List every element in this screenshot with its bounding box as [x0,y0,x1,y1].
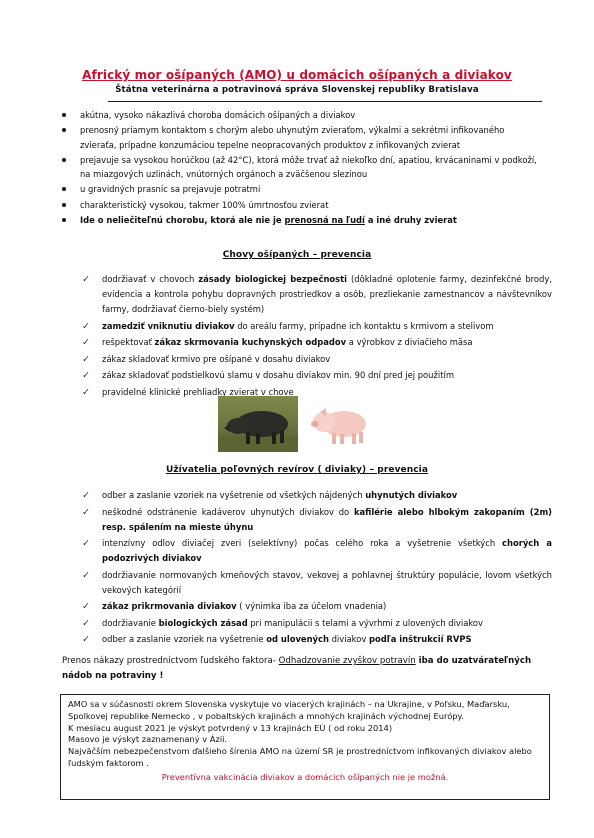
list-item: ✓ zákaz skladovať krmivo pre ošípané v dosahu diviakov [82,353,331,365]
list-item: ✓ odber a zaslanie vzoriek na vyšetrenie od ulovených diviakov podľa inštrukcií RVPS [82,634,472,645]
check-mark-icon: ✓ [82,490,90,501]
info-paragraph: Masovo je výskyt zaznamenaný v Ázii. [68,734,228,745]
list-item: u gravidných prasníc sa prejavuje potratmi [60,182,538,197]
title-divider [108,101,542,102]
bullet-dot-icon [62,158,66,162]
hunting-prevention-list [82,488,552,649]
wild-boar-image [218,396,298,452]
list-item: ✓ pravidelné klinické prehliadky zvierat v chove [82,386,294,398]
info-box [60,694,550,800]
section-heading-farms: Chovy ošípaných – prevencia [222,250,372,260]
list-item: akútna, vysoko nákazlivá choroba domácich ošípaných a diviakov [60,108,538,123]
check-mark-icon: ✓ [82,274,90,285]
list-item: ✓ dodržiavanie normovaných kmeňových stavov, vekovej a pohlavnej štruktúry populácie, lovom všetkých vekových kategórií [82,569,552,595]
section-heading-hunting: Užívatelia poľovných revírov ( diviaky) – prevencia [165,465,429,475]
page-title: Africký mor ošípaných (AMO) u domácich ošípaných a diviakov [82,68,512,82]
domestic-pig-image [304,398,378,450]
farm-prevention-list [82,272,552,401]
facts-list [60,108,538,228]
check-mark-icon: ✓ [82,569,90,581]
human-factor-note: Prenos nákazy prostredníctvom ľudského faktora- Odhadzovanie zvyškov potravín iba do uzatvárateľných nádob na potraviny ! [62,656,532,681]
list-item: ✓ neškodné odstránenie kadáverov uhynutých diviakov do kafilérie alebo hlbokým zakopaním (2m) resp. spálením na mieste úhynu [82,506,552,532]
list-item: ✓ odber a zaslanie vzoriek na vyšetrenie od všetkých nájdených uhynutých diviakov [82,490,458,501]
info-paragraph: AMO sa v súčasnosti okrem Slovenska vyskytuje vo viacerých krajinách – na Ukrajine, v Poľsku, Maďarsku, Spolkovej republike Nemecko , v pobaltských krajinách a mnohých krajinách východnej Európy. [68,699,510,721]
check-mark-icon: ✓ [82,634,90,645]
check-mark-icon: ✓ [82,617,90,629]
check-mark-icon: ✓ [82,538,90,549]
list-item: ✓ rešpektovať zákaz skrmovania kuchynských odpadov a výrobkov z diviačieho mäsa [82,337,473,348]
list-item: ✓ dodržiavanie biologických zásad pri manipulácii s telami a vývrhmi z ulovených diviakov [82,617,483,629]
check-mark-icon: ✓ [82,506,90,518]
bullet-dot-icon [62,128,66,132]
bullet-dot-icon [62,187,66,191]
list-item: ✓ dodržiavať v chovoch zásady biologickej bezpečnosti (dôkladné oplotenie farmy, dezinfekčné brody, evidencia a kontrola pohybu dopravných prostriedkov a osôb, prezliekanie zamestnancov a návštevníkov farmy, dodržiavať čierno-biely systém) [82,274,552,314]
check-mark-icon: ✓ [82,370,90,381]
check-mark-icon: ✓ [82,386,90,398]
list-item: prenosný priamym kontaktom s chorým alebo uhynutým zvieraťom, výkalmi a sekrétmi infikovaného zvieraťa, prípadne konzumáciou tepelne neopracovaných produktov z infikovaných zvierat [60,123,538,152]
list-item: Ide o neliečiteľnú chorobu, ktorá ale nie je prenosná na ľudí a iné druhy zvierat [60,213,538,228]
bullet-dot-icon [62,113,66,117]
list-item: ✓ zamedziť vniknutiu diviakov do areálu farmy, prípadne ich kontaktu s krmivom a stelivom [82,320,494,332]
info-paragraph: K mesiacu august 2021 je výskyt potvrdený v 13 krajinách EÚ ( od roku 2014) [68,722,393,733]
vaccination-warning: Preventívna vakcinácia diviakov a domácich ošípaných nie je možná. [161,771,449,782]
list-item: prejavuje sa vysokou horúčkou (až 42°C), ktorá môže trvať až niekoľko dní, apatiou, krvácaninami v podkoží, na miazgových uzlinách, vnútorných orgánoch a zväčšenou slezinou [60,153,538,182]
info-paragraph: Najväčším nebezpečenstvom ďalšieho šírenia AMO na území SR je prostredníctvom infikovaných diviakov alebo ľudským faktorom . [68,746,532,768]
bullet-dot-icon [62,218,66,222]
bullet-dot-icon [62,203,66,207]
list-item: ✓ zákaz prikrmovania diviakov ( výnimka iba za účelom vnadenia) [82,601,387,612]
check-mark-icon: ✓ [82,337,90,348]
check-mark-icon: ✓ [82,601,90,612]
list-item: ✓ zákaz skladovať podstielkovú slamu v dosahu diviakov min. 90 dní pred jej použitím [82,370,454,381]
list-item: charakteristický vysokou, takmer 100% úmrtnosťou zvierat [60,198,538,213]
list-item: ✓ intenzívny odlov diviačej zveri (selektívny) počas celého roka a vyšetrenie všetkých chorých a podozrivých diviakov [82,538,553,563]
page-subtitle: Štátna veterinárna a potravinová správa Slovenskej republiky Bratislava [115,85,479,95]
check-mark-icon: ✓ [82,353,90,365]
check-mark-icon: ✓ [82,320,90,332]
